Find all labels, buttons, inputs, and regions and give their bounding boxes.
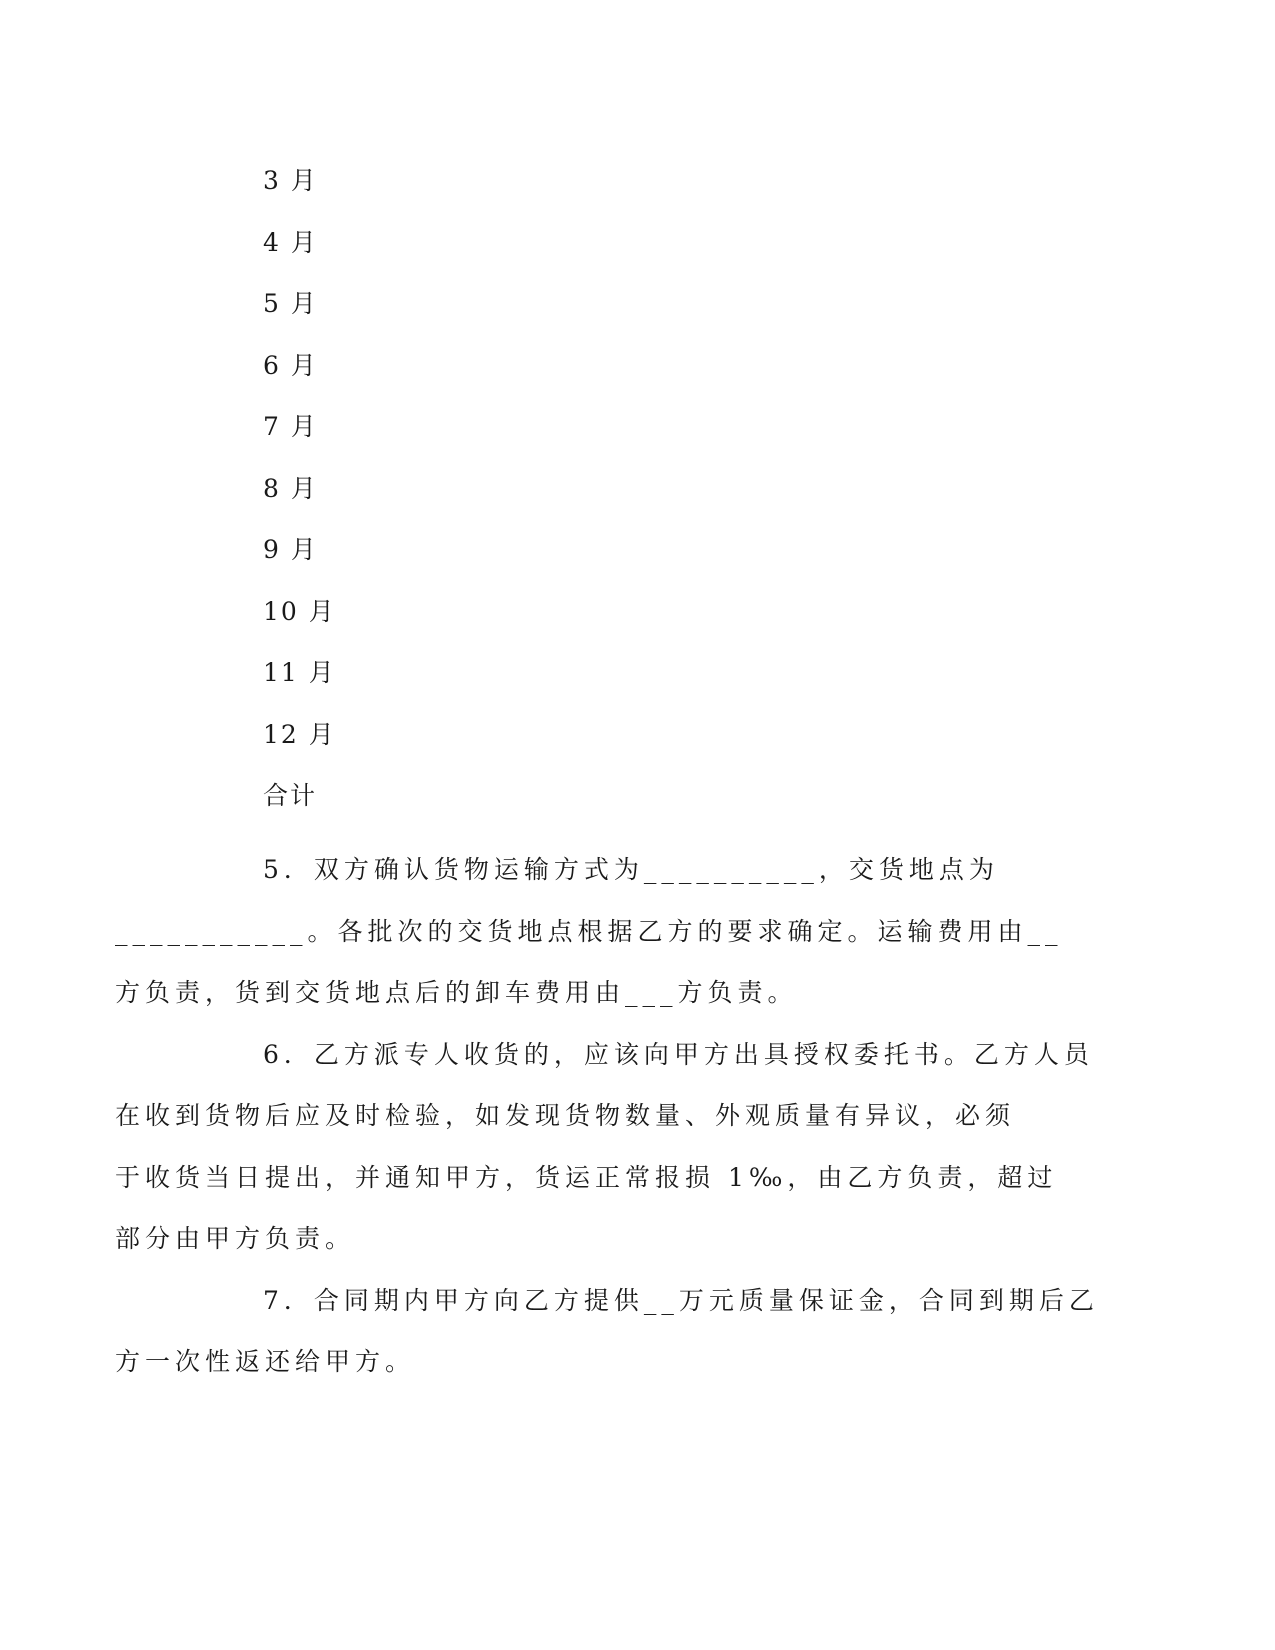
clause-line: 5．双方确认货物运输方式为__________，交货地点为 bbox=[263, 855, 999, 884]
clause-line: 方负责，货到交货地点后的卸车费用由___方负责。 bbox=[115, 978, 798, 1007]
month-row: 4 月 bbox=[263, 227, 318, 257]
month-row: 9 月 bbox=[263, 535, 318, 564]
month-row: 11 月 bbox=[263, 658, 336, 687]
month-row: 3 月 bbox=[263, 166, 318, 195]
month-row: 8 月 bbox=[263, 473, 318, 503]
clause-line: ___________。各批次的交货地点根据乙方的要求确定。运输费用由__ bbox=[115, 916, 1063, 946]
clause-line: 于收货当日提出，并通知甲方，货运正常报损 1‰，由乙方负责，超过 bbox=[115, 1162, 1058, 1192]
total-row: 合计 bbox=[263, 781, 318, 810]
clause-line: 7．合同期内甲方向乙方提供__万元质量保证金，合同到期后乙 bbox=[263, 1285, 1099, 1315]
month-row: 10 月 bbox=[263, 596, 336, 626]
clause-line: 在收到货物后应及时检验，如发现货物数量、外观质量有异议，必须 bbox=[115, 1101, 1016, 1130]
month-row: 12 月 bbox=[263, 719, 336, 749]
clause-5-transport bbox=[115, 839, 1079, 1024]
month-row: 6 月 bbox=[263, 350, 318, 380]
contract-clauses bbox=[115, 839, 1099, 1393]
clause-line: 6．乙方派专人收货的，应该向甲方出具授权委托书。乙方人员 bbox=[263, 1039, 1094, 1069]
clause-line: 部分由甲方负责。 bbox=[115, 1224, 356, 1253]
clause-6-receipt bbox=[115, 1024, 1094, 1270]
month-table-column bbox=[263, 166, 336, 843]
month-row: 5 月 bbox=[263, 289, 318, 318]
clause-line: 方一次性返还给甲方。 bbox=[115, 1347, 416, 1376]
month-row: 7 月 bbox=[263, 412, 318, 441]
clause-7-deposit bbox=[115, 1270, 1099, 1393]
